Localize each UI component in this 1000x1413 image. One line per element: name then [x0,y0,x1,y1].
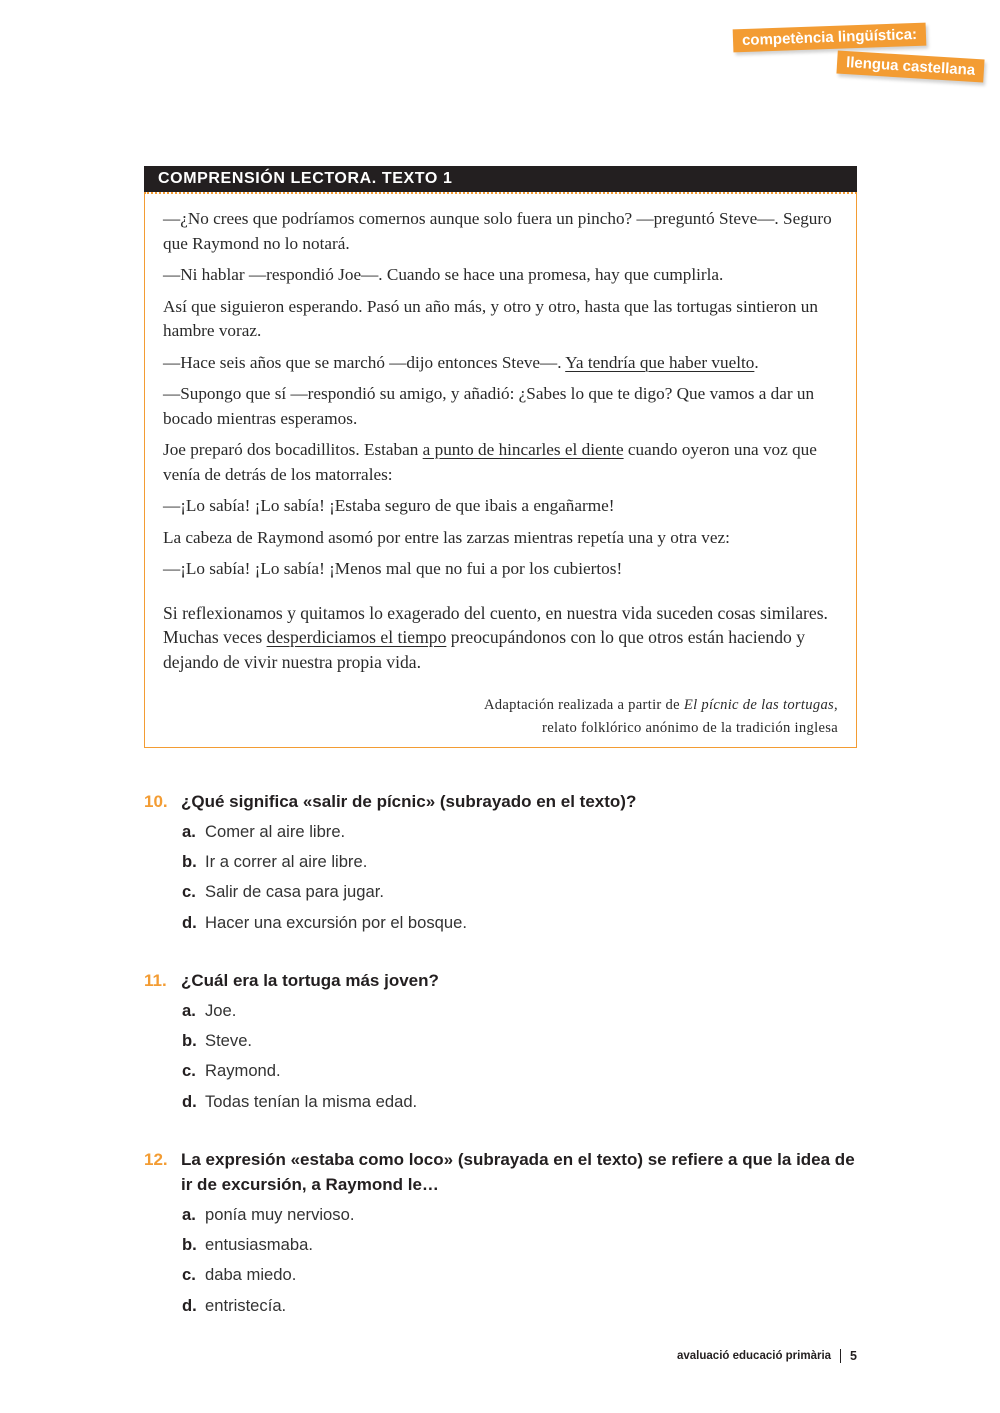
question-text: ¿Qué significa «salir de pícnic» (subrayado en el texto)? [181,792,637,811]
story-paragraph: Así que siguieron esperando. Pasó un año más, y otro y otro, hasta que las tortugas sintieron un hambre voraz. [163,296,818,340]
story-paragraph: —¿No crees que podríamos comernos aunque solo fuera un pincho? —preguntó Steve—. Seguro que Raymond no lo notará. [163,209,832,253]
source-citation [163,694,838,740]
underlined-phrase: desperdiciamos el tiempo [266,627,447,647]
story-text: . [754,352,759,372]
source-comma: , [834,697,838,713]
source-prefix: Adaptación realizada a partir de [483,697,684,713]
answer-option-a[interactable] [182,1200,857,1230]
footer-divider [840,1349,841,1363]
story-paragraph: —¡Lo sabía! ¡Lo sabía! ¡Menos mal que no fui a por los cubiertos! [163,559,623,578]
question-11 [144,968,857,1117]
answer-option-c[interactable] [182,877,857,907]
question-text: ¿Cuál era la tortuga más joven? [181,971,439,990]
option-letter: c. [182,1061,196,1081]
option-text: Ir a correr al aire libre. [205,852,368,872]
subject-tag-line2: llengua castellana [836,51,984,83]
answer-option-d[interactable] [182,1087,857,1117]
story-text: —Hace seis años que se marchó —dijo entonces Steve—. [163,352,566,372]
answer-option-c[interactable] [182,1056,857,1086]
source-line2: relato folklórico anónimo de la tradición inglesa [542,720,838,736]
option-letter: b. [182,852,197,872]
option-letter: b. [182,1235,197,1255]
underlined-phrase: Ya tendría que haber vuelto [565,352,755,372]
story-text: cuando oyeron una voz que venía de detrás de los matorrales: [163,440,817,484]
answer-options [182,817,857,938]
story-paragraph: La cabeza de Raymond asomó por entre las zarzas mientras repetía una y otra vez: [163,527,730,547]
answer-option-b[interactable] [182,1230,857,1260]
source-title: El pícnic de las tortugas [683,697,835,713]
option-letter: d. [182,1091,197,1111]
answer-option-d[interactable] [182,1291,857,1321]
answer-options [182,996,857,1117]
underlined-phrase: a punto de hincarles el diente [422,440,624,459]
question-title [144,789,857,814]
option-letter: a. [182,1205,196,1224]
option-text: entristecía. [205,1295,287,1315]
answer-option-b[interactable] [182,847,857,877]
story-text: Joe preparó dos bocadillitos. Estaban [163,440,423,459]
question-text: La expresión «estaba como loco» (subrayada en el texto) se refiere a que la idea de ir de excursión, a Raymond le… [181,1150,855,1194]
option-text: Todas tenían la misma edad. [205,1091,418,1111]
option-letter: d. [182,912,197,932]
question-12 [144,1147,857,1321]
option-text: Steve. [205,1031,253,1051]
option-letter: c. [182,882,196,902]
option-text: Raymond. [205,1061,281,1081]
option-letter: b. [182,1031,197,1051]
answer-option-c[interactable] [182,1260,857,1290]
story-paragraph: —Ni hablar —respondió Joe—. Cuando se hace una promesa, hay que cumplirla. [163,265,724,284]
answer-option-b[interactable] [182,1026,857,1056]
story-paragraph [163,438,838,487]
story-text: Si reflexionamos y quitamos lo exagerado del cuento, en nuestra vida suceden cosas similares. Muchas veces [163,602,828,647]
option-text: ponía muy nervioso. [205,1205,355,1224]
option-letter: a. [182,1001,196,1020]
option-letter: a. [182,822,196,841]
option-text: Hacer una excursión por el bosque. [205,912,467,932]
answer-option-d[interactable] [182,908,857,938]
option-letter: c. [182,1265,196,1285]
question-title [144,968,857,993]
reflection-paragraph [163,601,838,675]
answer-option-a[interactable] [182,817,857,847]
question-number: 12. [144,1150,168,1169]
question-number: 10. [144,792,168,811]
option-text: Salir de casa para jugar. [205,882,384,902]
option-text: Joe. [205,1001,237,1020]
reading-text-box [144,192,857,748]
option-text: entusiasmaba. [205,1235,313,1255]
story-paragraph: —¡Lo sabía! ¡Lo sabía! ¡Estaba seguro de que ibais a engañarme! [163,496,615,515]
option-text: Comer al aire libre. [205,822,346,841]
story-text: preocupándonos con lo que otros están haciendo y dejando de vivir nuestra propia vida. [163,627,805,672]
answer-option-a[interactable] [182,996,857,1026]
option-text: daba miedo. [205,1265,297,1285]
story-paragraph [163,351,838,376]
answer-options [182,1200,857,1321]
page-footer [677,1349,857,1363]
subject-tag-line1: competència lingüística: [733,23,927,53]
question-title [144,1147,857,1197]
question-number: 11. [144,971,167,990]
section-title: COMPRENSIÓN LECTORA. TEXTO 1 [144,166,857,192]
story-paragraph: —Supongo que sí —respondió su amigo, y añadió: ¿Sabes lo que te digo? Que vamos a dar un bocado mientras esperamos. [163,384,815,428]
footer-label: avaluació educació primària [677,1350,832,1362]
option-letter: d. [182,1295,197,1315]
page-number: 5 [850,1349,857,1363]
question-10 [144,789,857,938]
